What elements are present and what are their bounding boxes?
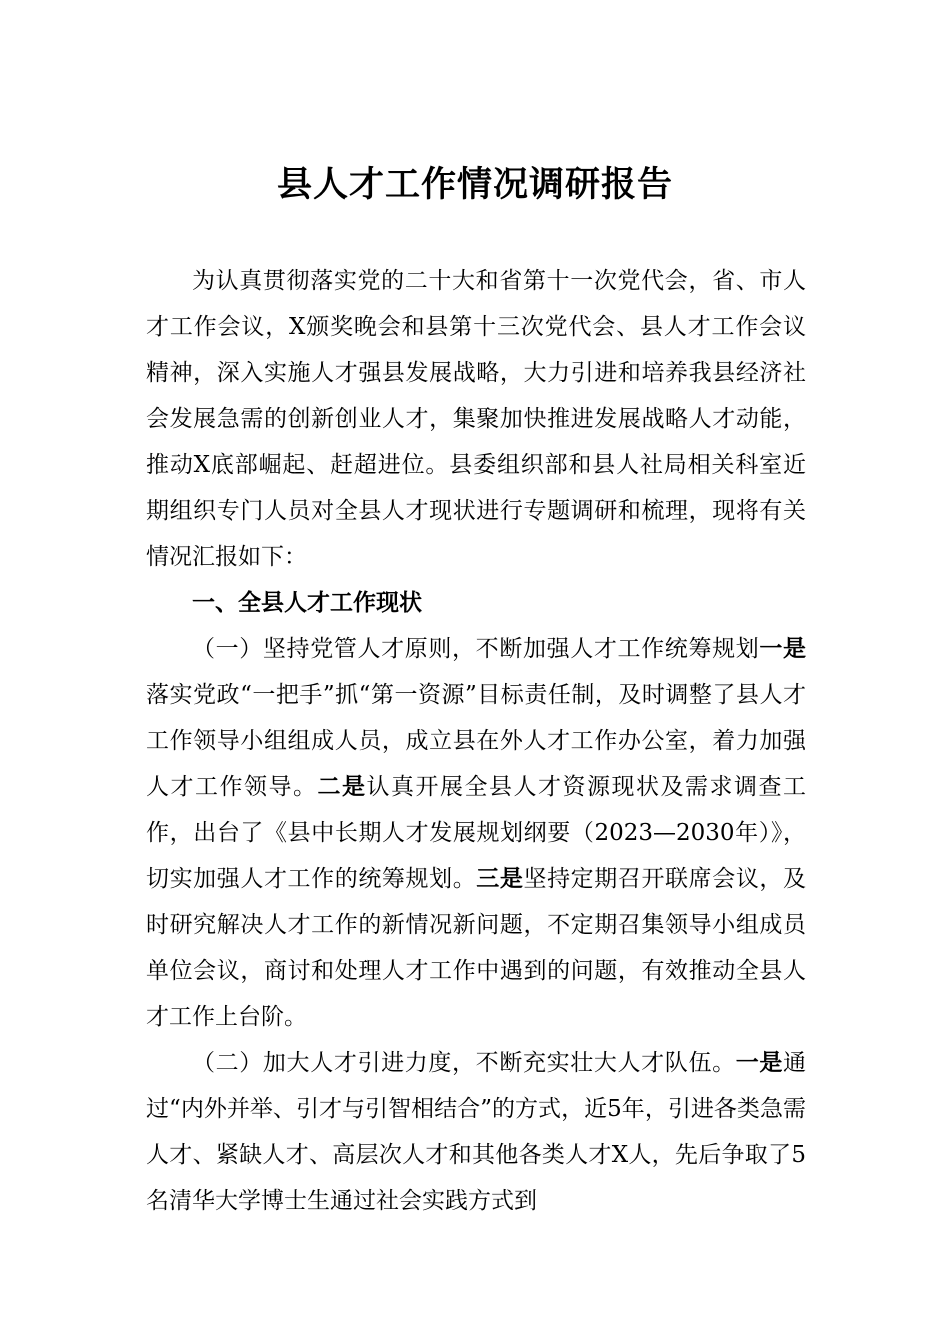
section-heading: 一、全县人才工作现状 [192, 590, 422, 616]
point-lead: 二是 [317, 774, 367, 800]
point-text: 落实党政“一把手”抓“第一资源”目标责任制，及时调整了县人才工作领导小组组成人员，成立县在外人才工作办公室，着力加强人才工作领导。 [146, 682, 806, 800]
point-text: 坚持定期召开联席会议，及时研究解决人才工作的新情况新问题，不定期召集领导小组成员单位会议，商讨和处理人才工作中遇到的问题，有效推动全县人才工作上台阶。 [146, 866, 807, 1030]
point-lead: 三是 [476, 866, 524, 892]
intro-paragraph: 为认真贯彻落实党的二十大和省第十一次党代会，省、市人才工作会议，X颁奖晚会和县第十三次党代会、县人才工作会议精神，深入实施人才强县发展战略，大力引进和培养我县经济社会发展急需的创新创业人才，集聚加快推进发展战略人才动能，推动X底部崛起、赶超进位。县委组织部和县人社局相关科室近期组织专门人员对全县人才现状进行专题调研和梳理，现将有关情况汇报如下： [146, 268, 806, 570]
subsection-1-heading: （一）坚持党管人才原则，不断加强人才工作统筹规划 [192, 636, 760, 662]
document-body [146, 258, 806, 1224]
subsection-1-paragraph [146, 626, 806, 1040]
subsection-2-paragraph [146, 1040, 806, 1224]
point-text: 认真开展全县人才资源现状及需求调查工作，出台了《县中长期人才发展规划纲要（2023—2030年）》，切实加强人才工作的统筹规划。 [146, 774, 806, 892]
subsection-2-heading: （二）加大人才引进力度，不断充实壮大人才队伍。 [192, 1050, 736, 1076]
point-lead: 一是 [759, 636, 807, 662]
document-title: 县人才工作情况调研报告 [276, 164, 673, 205]
point-text: 通过“内外并举、引才与引智相结合”的方式，近5年，引进各类急需人才、紧缺人才、高层次人才和其他各类人才X人，先后争取了5名清华大学博士生通过社会实践方式到 [146, 1050, 807, 1214]
point-lead: 一是 [735, 1050, 784, 1076]
